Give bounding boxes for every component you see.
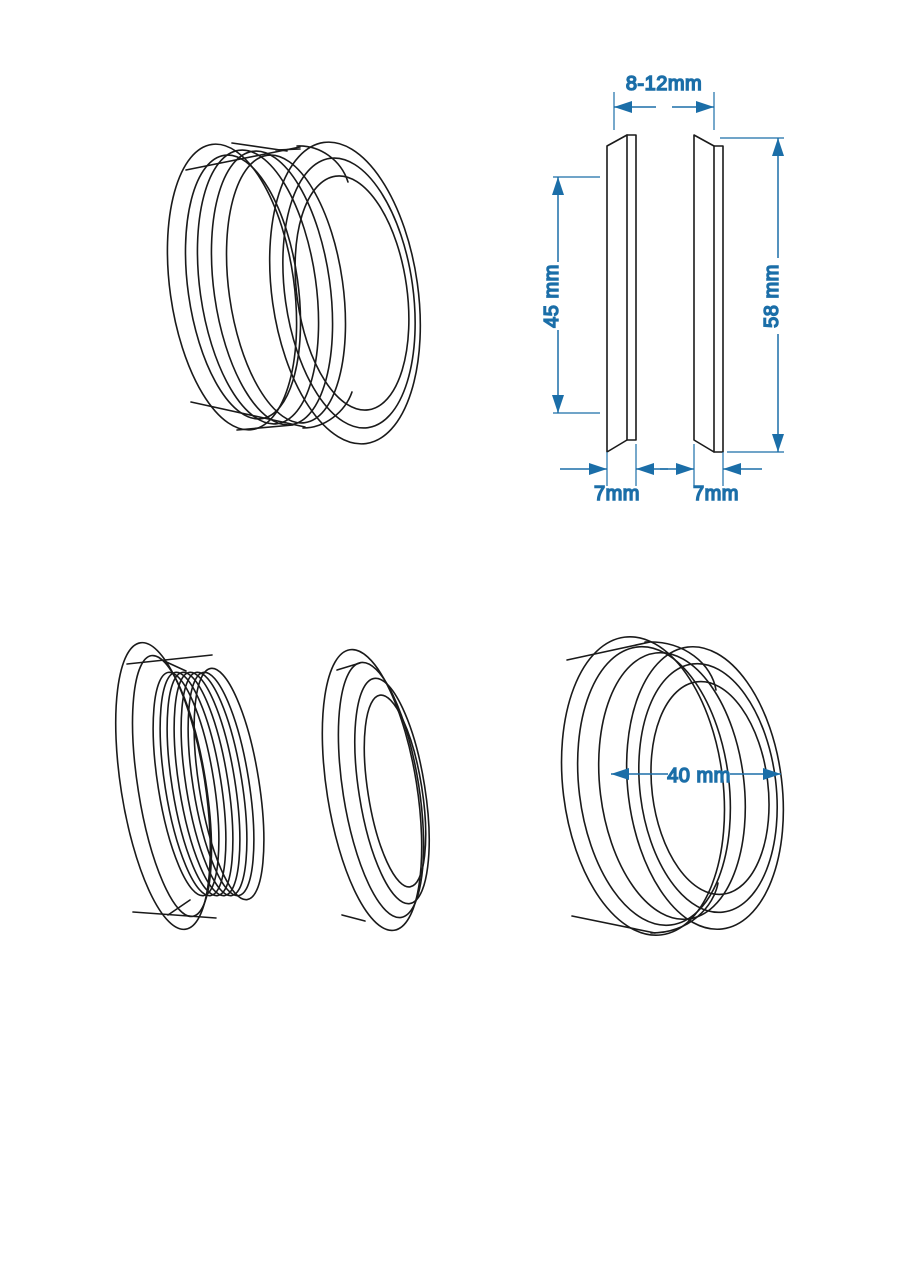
dimension-inner-height: [541, 177, 600, 413]
exploded-threaded-barrel-view: [99, 636, 277, 936]
dimension-gap-width: [614, 73, 714, 130]
dimension-outer-height: [720, 138, 784, 452]
dimension-gap-width-label: 8-12mm: [625, 73, 703, 95]
dimension-left-flange-label: 7mm: [594, 483, 640, 505]
dimension-outer-height-label: 58 mm: [761, 264, 783, 328]
dimension-right-flange-label: 7mm: [693, 483, 739, 505]
dimension-bore-diameter: [611, 765, 781, 787]
dimension-bore-diameter-label: 40 mm: [667, 765, 731, 787]
cross-section-side-view: [607, 135, 723, 452]
dimension-left-flange: [560, 444, 668, 505]
dimension-inner-height-label: 45 mm: [541, 264, 563, 328]
isometric-assembled-view: [151, 132, 439, 453]
dimension-right-flange: [660, 444, 762, 505]
exploded-ring-cap-view: [305, 643, 442, 938]
